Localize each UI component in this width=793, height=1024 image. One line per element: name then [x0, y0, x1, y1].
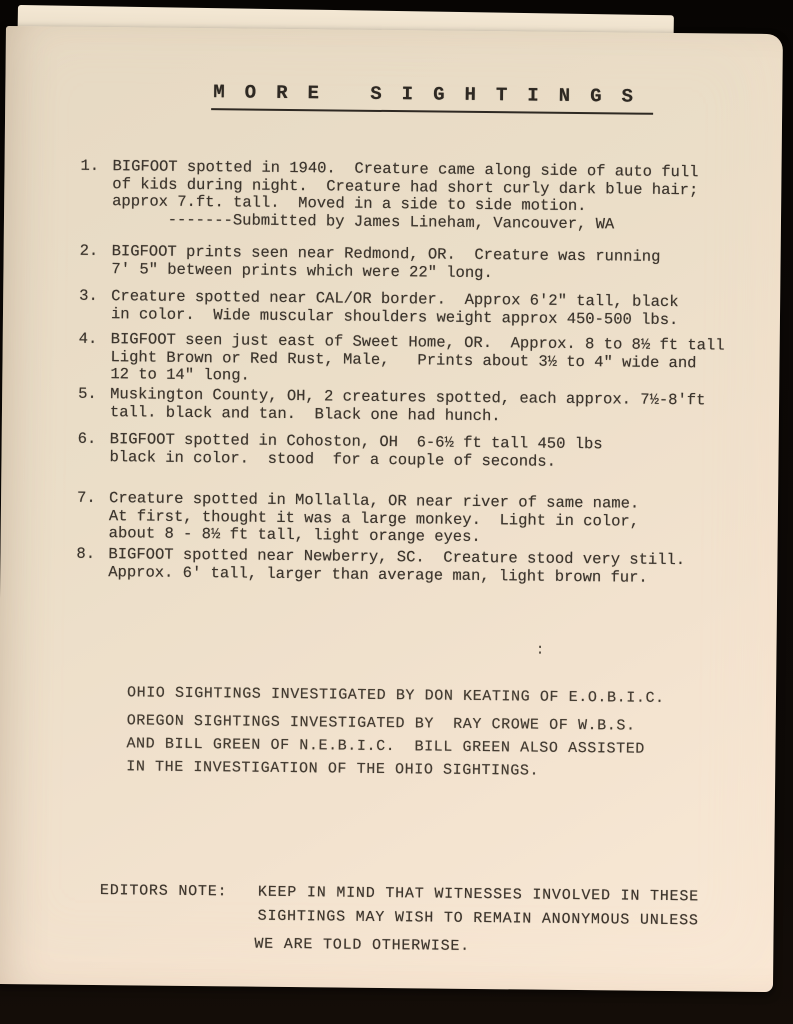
sighting-number: 1.: [80, 156, 100, 175]
sighting-text: Creature spotted in Mollalla, OR near river of same name. At first, thought it was a large monkey. Light in color, about 8 - 8½ ft tall, light orange eyes.: [108, 489, 640, 546]
sighting-number: 2.: [79, 241, 99, 260]
editors-note-line-2: SIGHTINGS MAY WISH TO REMAIN ANONYMOUS UNLESS: [257, 907, 699, 930]
sighting-number: 8.: [76, 544, 96, 563]
sighting-number: 6.: [77, 429, 97, 448]
sighting-text: BIGFOOT prints seen near Redmond, OR. Creature was running 7' 5" between prints which were 22" long.: [111, 242, 661, 282]
sighting-number: 5.: [78, 384, 97, 403]
page-title: MORE SIGHTINGS: [211, 81, 653, 115]
sighting-text: Muskington County, OH, 2 creatures spotted, each approx. 7½-8'ft tall. black and tan. Black one had hunch.: [109, 385, 706, 425]
editors-note-label: EDITORS NOTE:: [99, 882, 228, 901]
credits-oregon-block: OREGON SIGHTINGS INVESTIGATED BY RAY CROWE OF W.B.S. AND BILL GREEN OF N.E.B.I.C. BILL GREEN ALSO ASSISTED IN THE INVESTIGATION OF THE OHIO SIGHTINGS.: [126, 712, 646, 780]
sighting-number: 4.: [78, 329, 98, 348]
sighting-item-8: [76, 546, 685, 587]
document-page: [0, 26, 783, 992]
sighting-item-1: [80, 158, 699, 234]
sighting-text: BIGFOOT seen just east of Sweet Home, OR. Approx. 8 to 8½ ft tall Light Brown or Red Rust, Male, Prints about 3½ to 4" wide and 12 to 14" long.: [110, 330, 725, 385]
sighting-item-5: [78, 386, 706, 428]
sighting-text: BIGFOOT spotted in Cohoston, OH 6-6½ ft tall 450 lbs black in color. stood for a couple of seconds.: [109, 430, 603, 471]
sighting-number: 7.: [76, 488, 96, 507]
sighting-item-7: [77, 490, 640, 548]
sighting-text: Creature spotted near CAL/OR border. Approx 6'2" tall, black in color. Wide muscular shoulders weight approx 450-500 lbs.: [110, 287, 679, 329]
sighting-item-2: [79, 243, 660, 284]
stray-colon-mark: :: [535, 641, 545, 659]
sighting-item-3: [79, 288, 679, 329]
sighting-item-6: [77, 431, 602, 471]
editors-note-line-1: KEEP IN MIND THAT WITNESSES INVOLVED IN THESE: [257, 883, 700, 906]
editors-note-line-3: WE ARE TOLD OTHERWISE.: [254, 935, 471, 955]
credits-ohio-line: OHIO SIGHTINGS INVESTIGATED BY DON KEATING OF E.O.B.I.C.: [126, 684, 665, 707]
sighting-text: BIGFOOT spotted in 1940. Creature came along side of auto full of kids during night. Creature had short curly dark blue hair; approx 7.ft. tall. Moved in a side to side motion. -------Submitted by James Lineham, Vancouver, WA: [111, 157, 699, 233]
sighting-number: 3.: [79, 286, 98, 305]
sighting-text: BIGFOOT spotted near Newberry, SC. Creature stood very still. Approx. 6' tall, larger than average man, light brown fur.: [108, 545, 686, 587]
sighting-item-4: [78, 331, 724, 390]
